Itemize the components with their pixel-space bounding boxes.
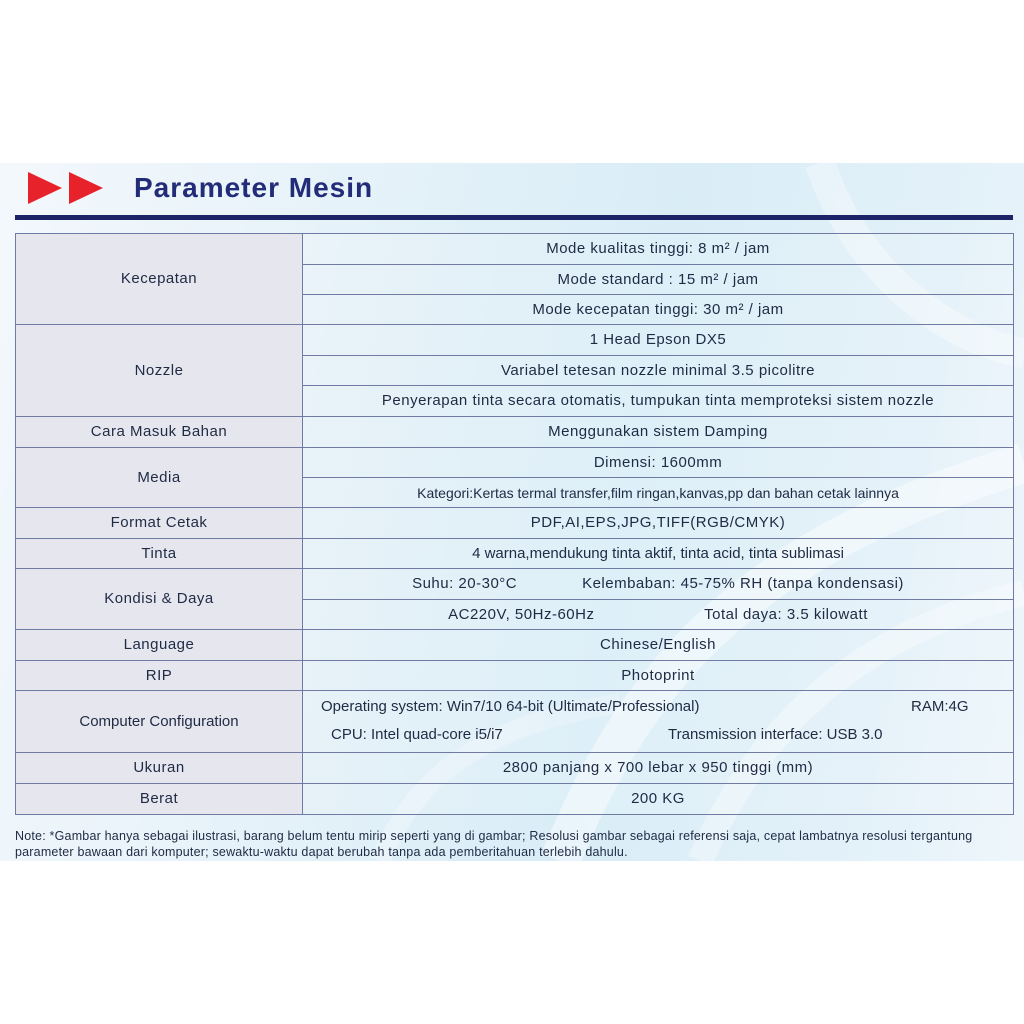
label-language: Language xyxy=(16,630,303,661)
value-kondisi-2 xyxy=(303,600,1014,630)
disclaimer-note: Note: *Gambar hanya sebagai ilustrasi, barang belum tentu mirip seperti yang di gambar; Resolusi gambar sebagai referensi saja, cepat lambatnya resolusi tergantung parameter bawaan dari komputer; sewaktu-waktu dapat berubah tanpa ada pemberitahuan terlebih dahulu. xyxy=(15,829,973,859)
value-cara-masuk: Menggunakan sistem Damping xyxy=(303,417,1014,448)
table-row xyxy=(16,691,1014,753)
table-row xyxy=(16,417,1014,448)
daya-text: Total daya: 3.5 kilowatt xyxy=(704,605,868,623)
label-berat: Berat xyxy=(16,784,303,815)
kelembaban-text: Kelembaban: 45-75% RH (tanpa kondensasi) xyxy=(582,575,904,592)
value-nozzle-1: 1 Head Epson DX5 xyxy=(303,325,1014,356)
value-kecepatan-3: Mode kecepatan tinggi: 30 m² / jam xyxy=(303,295,1014,325)
label-kecepatan: Kecepatan xyxy=(16,234,303,325)
value-format-cetak: PDF,AI,EPS,JPG,TIFF(RGB/CMYK) xyxy=(303,508,1014,539)
label-media: Media xyxy=(16,448,303,508)
value-berat: 200 KG xyxy=(303,784,1014,815)
label-nozzle: Nozzle xyxy=(16,325,303,417)
table-row xyxy=(16,661,1014,691)
suhu-text: Suhu: 20-30°C xyxy=(412,575,518,592)
ac-text: AC220V, 50Hz-60Hz xyxy=(448,605,595,623)
label-rip: RIP xyxy=(16,661,303,691)
value-nozzle-2: Variabel tetesan nozzle minimal 3.5 picolitre xyxy=(303,356,1014,386)
value-kecepatan-2: Mode standard : 15 m² / jam xyxy=(303,265,1014,295)
spec-panel xyxy=(0,163,1024,861)
double-play-arrow-icon xyxy=(28,172,104,204)
value-tinta: 4 warna,mendukung tinta aktif, tinta acid, tinta sublimasi xyxy=(303,539,1014,569)
value-ukuran: 2800 panjang x 700 lebar x 950 tinggi (mm) xyxy=(303,753,1014,784)
os-text: Operating system: Win7/10 64-bit (Ultimate/Professional) xyxy=(321,697,700,715)
table-row xyxy=(16,569,1014,600)
label-tinta: Tinta xyxy=(16,539,303,569)
table-row xyxy=(16,539,1014,569)
label-format-cetak: Format Cetak xyxy=(16,508,303,539)
transmission-text: Transmission interface: USB 3.0 xyxy=(668,725,883,743)
value-media-1: Dimensi: 1600mm xyxy=(303,448,1014,478)
value-media-2: Kategori:Kertas termal transfer,film ringan,kanvas,pp dan bahan cetak lainnya xyxy=(303,478,1014,508)
page-title: Parameter Mesin xyxy=(134,172,374,203)
value-language: Chinese/English xyxy=(303,630,1014,661)
cpu-text: CPU: Intel quad-core i5/i7 xyxy=(331,725,503,743)
ram-text: RAM:4G xyxy=(911,697,969,715)
table-row xyxy=(16,325,1014,356)
table-row xyxy=(16,448,1014,478)
value-kecepatan-1: Mode kualitas tinggi: 8 m² / jam xyxy=(303,234,1014,265)
label-computer: Computer Configuration xyxy=(16,691,303,753)
value-rip: Photoprint xyxy=(303,661,1014,691)
table-row xyxy=(16,784,1014,815)
label-ukuran: Ukuran xyxy=(16,753,303,784)
spec-table xyxy=(15,233,1014,815)
table-row xyxy=(16,630,1014,661)
value-nozzle-3: Penyerapan tinta secara otomatis, tumpukan tinta memproteksi sistem nozzle xyxy=(303,386,1014,417)
table-row xyxy=(16,508,1014,539)
table-row xyxy=(16,753,1014,784)
value-computer xyxy=(303,691,1014,753)
label-cara-masuk: Cara Masuk Bahan xyxy=(16,417,303,448)
value-kondisi-1 xyxy=(303,569,1014,600)
title-divider xyxy=(15,215,1013,220)
label-kondisi: Kondisi & Daya xyxy=(16,569,303,630)
table-row xyxy=(16,234,1014,265)
